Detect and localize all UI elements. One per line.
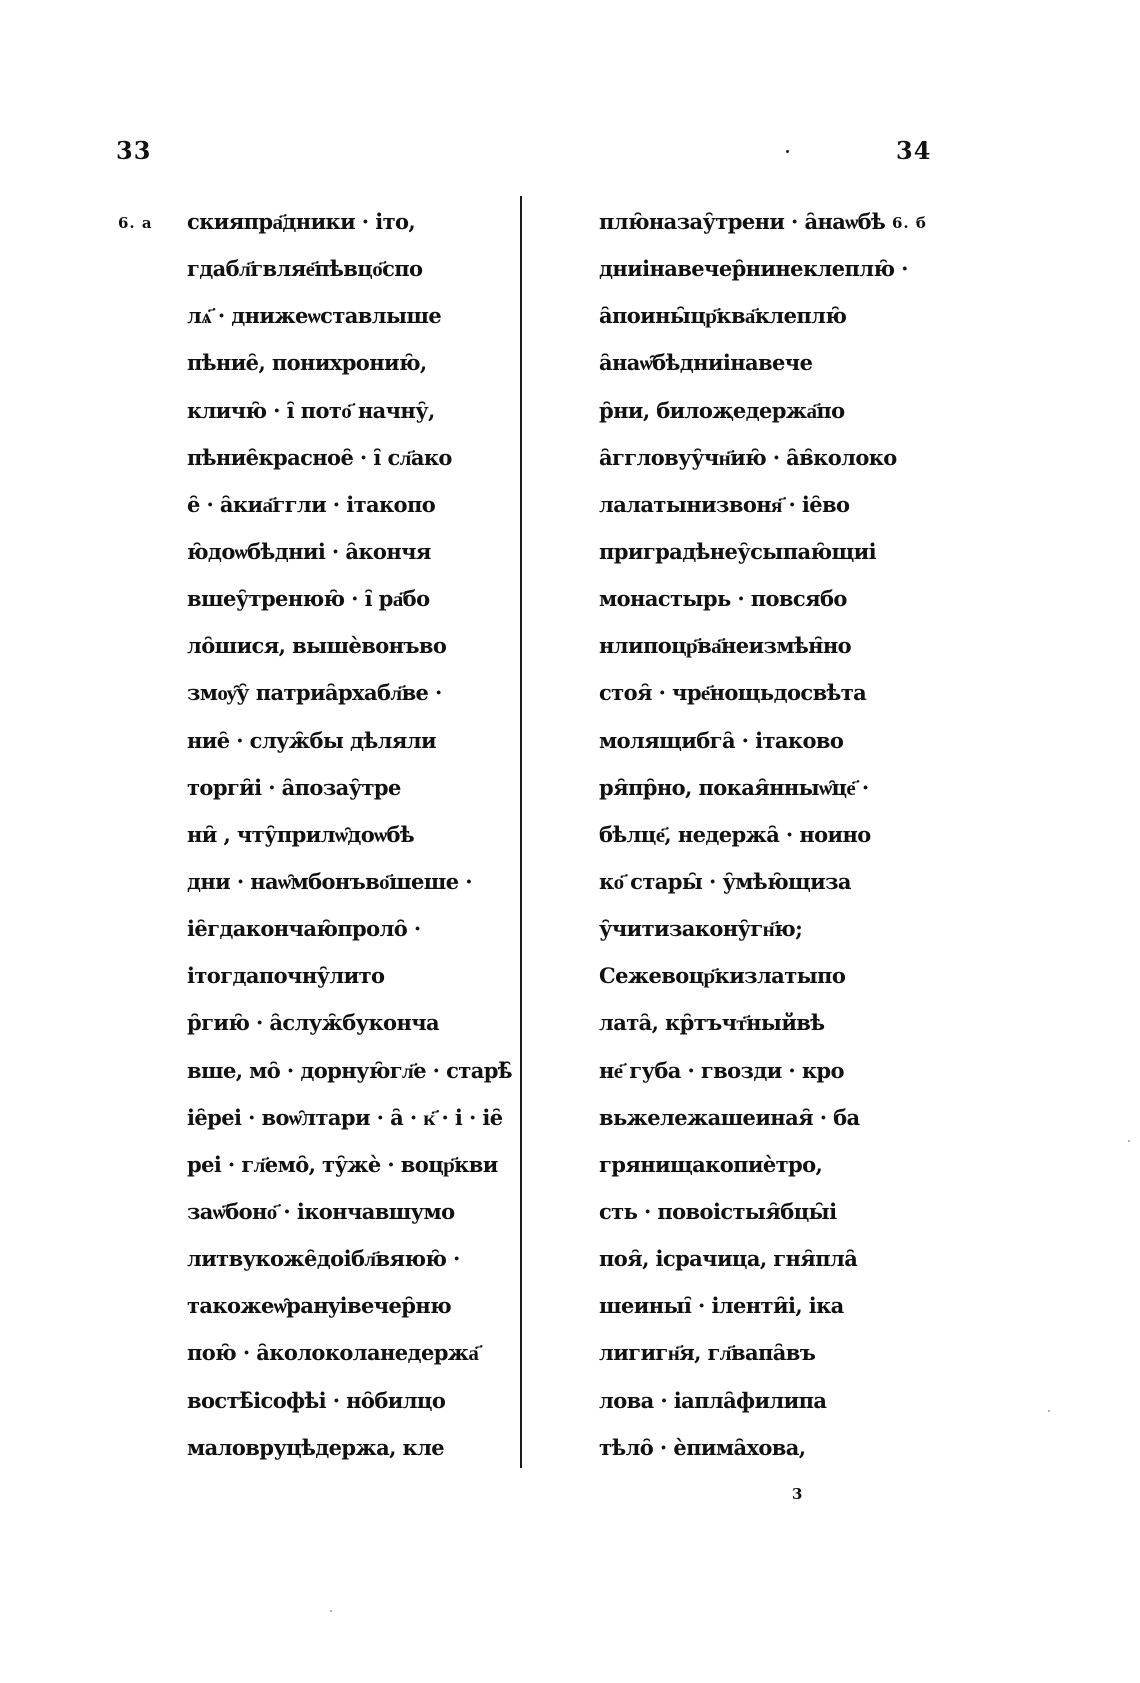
text-line: іе̑реі · воѡ̑лтари · а̑ · к҃ · і · іе̑ — [187, 1104, 503, 1130]
text-line: дни · наѡ̑мбонъво҃шеше · — [187, 868, 472, 894]
text-line: монастырь · повсябо — [599, 586, 847, 612]
text-line: востѣ̑ісофѣі · но̑билцо — [187, 1387, 446, 1413]
text-line: пѣние̑красное̑ · і̑ сл҃ако — [187, 444, 452, 470]
text-line: лова · іапла̑филипа — [599, 1387, 827, 1413]
text-line: р̑ни, билоҗедержа҃по — [599, 397, 845, 423]
text-line: нлипоцр҃ва҃неизмѣн̑но — [599, 633, 852, 659]
text-line: змѹ̑у̑ патриа̑рхабл҃ве · — [187, 680, 442, 706]
text-line: ря̑пр̑но, покая̑нныѡ̑це҃ · — [599, 774, 869, 800]
text-line: дниінавечер̑нинеклеплю̑ · — [599, 256, 908, 282]
text-line: торги̑і · а̑позау̑тре — [187, 774, 401, 800]
text-line: ло̑шися, вышѐвонъво — [187, 633, 447, 659]
text-line: молящибга̑ · ітаковo — [599, 727, 844, 753]
text-line: ни̑ , чту̑прилѡ̑доѡбѣ — [187, 821, 415, 847]
text-line: вше, мо̑ · дорную̑гл҃е · старѣ̑ — [187, 1057, 512, 1083]
paper-fleck — [1048, 1410, 1050, 1412]
text-line: а̑поины̑цр҃ква҃клеплю̑ — [599, 303, 847, 329]
text-line: литвукоже̑доібл҃вяюю̑ · — [187, 1246, 460, 1272]
text-line: маловруцѣдержа, кле — [187, 1434, 445, 1460]
text-line: у̑читизакону̑гн҃ю; — [599, 916, 803, 942]
text-line: а̑наѡ̑бѣдниінавече — [599, 350, 813, 376]
text-line: вьжележашеиная̑ · ба — [599, 1104, 860, 1130]
paper-fleck — [1128, 1140, 1130, 1142]
text-line: стоя̑ · чре҃нощьдосвѣта — [599, 680, 867, 706]
text-line: не҃ губа · гвозди · кро — [599, 1057, 844, 1083]
text-line: вшеу̑тренюю̑ · і̑ ра҃бо — [187, 586, 430, 612]
text-line: такожеѡ̑ранyівечер̑ню — [187, 1293, 452, 1319]
text-line: ние̑ · служ̑бы дѣляли — [187, 727, 436, 753]
page-number-left: 33 — [116, 136, 152, 165]
text-line: бѣлце҃, недержа̑ · ноино — [599, 821, 871, 847]
text-line: кличю̑ · і̑ пото҃ начну̑, — [187, 397, 435, 423]
text-line: а̑ггловуу̑чн҃ию̑ · а̑в̑колоко — [599, 444, 897, 470]
text-line: грянищакопиѐтро, — [599, 1151, 823, 1177]
text-line: скияпра҃дники · ітo, — [187, 209, 416, 234]
text-line: поя̑, ісрачица, гня̑пла̑ — [599, 1246, 858, 1272]
text-line: тѣло̑ · ѐпима̑хова, — [599, 1434, 806, 1460]
text-line: лалатынизвоня҃ · іе̑во — [599, 491, 850, 517]
text-line: пѣние̑, понихронию̑, — [187, 350, 427, 376]
text-column-left — [187, 203, 517, 1476]
signature-mark: 3 — [792, 1485, 803, 1503]
text-line: лата̑, кр̑тъчт҃ныйвѣ — [599, 1010, 825, 1036]
text-column-right — [599, 203, 908, 1476]
paper-fleck — [330, 1610, 332, 1612]
ink-dot — [786, 150, 789, 153]
text-line: плю̑назау̑трени · а̑наѡбѣ — [599, 209, 886, 234]
text-line: ітогдапочну̑лито — [187, 963, 385, 989]
column-divider — [520, 196, 522, 1468]
text-line: пою̑ · а̑колоколанедержа҃ — [187, 1340, 479, 1366]
text-line: р̑гию̑ · а̑служ̑букoнча — [187, 1010, 440, 1036]
folio-mark-right: 6. б — [892, 214, 927, 232]
text-line: ю̑доѡбѣдниі · а̑кончя — [187, 538, 431, 564]
text-line: ко҃ стары̑ · у̑мѣю̑щиза — [599, 868, 851, 894]
text-line: приградѣнеу̑сыпаю̑щиі — [599, 538, 876, 564]
folio-mark-left: 6. а — [118, 214, 153, 232]
text-line: сть · повоістыя̑бцы̑і — [599, 1198, 837, 1224]
text-line: заѡ҃боно҃ · ікончавшумо — [187, 1198, 455, 1224]
text-line: гдабл҃гвляе҃пѣвцо҃спо — [187, 256, 423, 282]
text-line: Сежевоцр҃кизлатыпо — [599, 963, 846, 989]
text-line: е̑ · а̑киа҃ггли · ітакопо — [187, 491, 436, 517]
text-line: реі · гл҃емо̑, ту̑жѐ · воцр҃кви — [187, 1151, 498, 1177]
text-line: іе̑гдакончаю̑проло̑ · — [187, 916, 421, 942]
text-line: лѧ҃ · днижеѡставлыше — [187, 303, 442, 329]
text-line: лигигн҃я, гл҃вапа̑въ — [599, 1340, 816, 1366]
text-line: шеиныі̑ · іленти̑і, іка — [599, 1293, 844, 1319]
page-number-right: 34 — [896, 136, 932, 165]
